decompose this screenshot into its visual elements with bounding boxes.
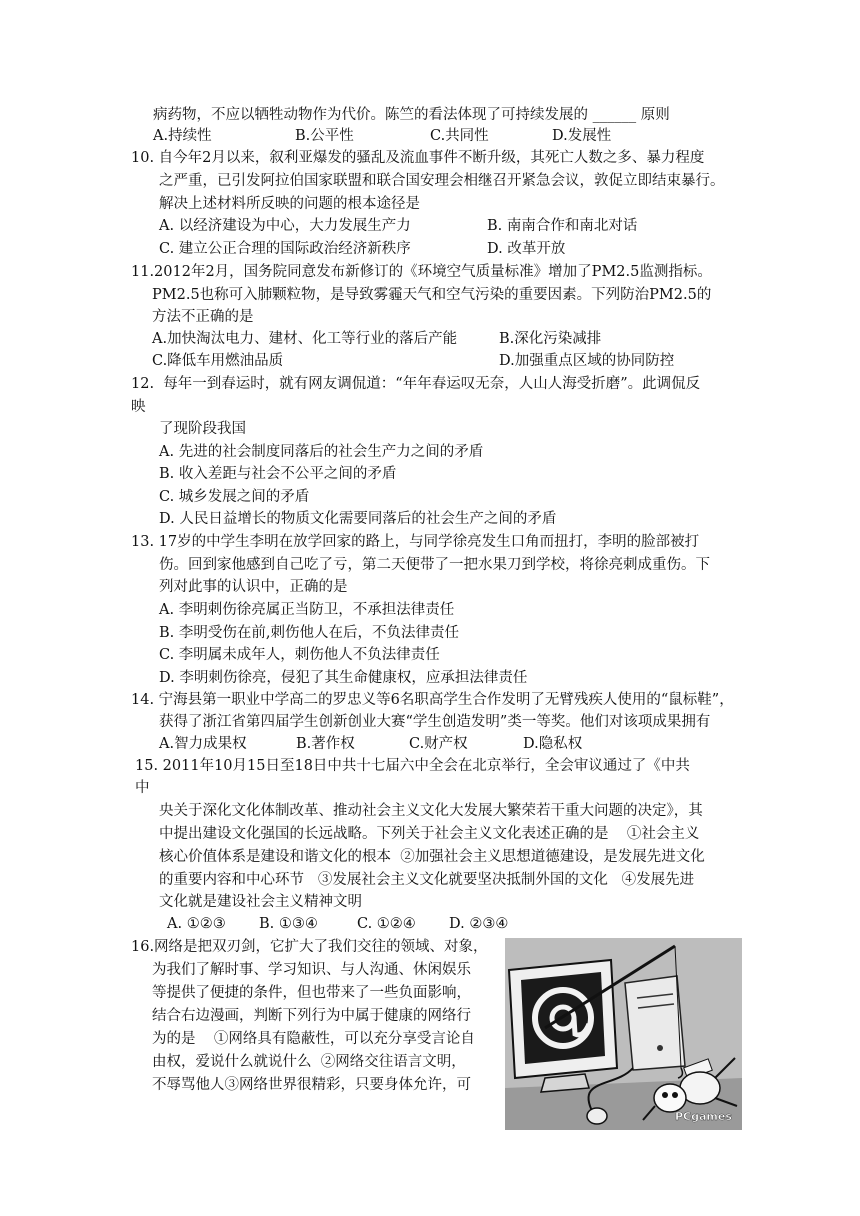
q13-option-c: C. 李明属未成年人，刺伤他人不负法律责任 <box>159 647 440 663</box>
q14-stem-line: 14. 宁海县第一职业中学高二的罗忠义等6名职高学生合作发明了无臂残疾人使用的“鼠标鞋”， <box>131 692 734 708</box>
q14-option-d: D.隐私权 <box>523 736 583 752</box>
q10-stem-line: 之严重，已引发阿拉伯国家联盟和联合国安理会相继召开紧急会议，敦促立即结束暴行。 <box>159 173 725 189</box>
q13-option-b: B. 李明受伤在前,刺伤他人在后，不负法律责任 <box>159 625 459 641</box>
internet-cartoon-image <box>505 938 742 1130</box>
q12-stem-line: 映 <box>131 399 146 415</box>
q10-option-c: C. 建立公正合理的国际政治经济新秩序 <box>159 241 411 257</box>
q16-stem-line: 结合右边漫画，判断下列行为中属于健康的网络行 <box>152 1008 471 1024</box>
q11-option-d: D.加强重点区域的协同防控 <box>499 353 675 369</box>
q13-stem-line: 列对此事的认识中，正确的是 <box>159 579 348 595</box>
q13-stem-line: 伤。回到家他感到自己吃了亏，第二天便带了一把水果刀到学校，将徐亮刺成重伤。下 <box>159 557 710 573</box>
q15-stem-line: 的重要内容和中心环节 ③发展社会主义文化就要坚决抵制外国的文化 ④发展先进 <box>159 872 695 888</box>
q13-stem-line: 13. 17岁的中学生李明在放学回家的路上，与同学徐亮发生口角而扭打，李明的脸部被打 <box>131 534 700 550</box>
q16-stem-line: 为我们了解时事、学习知识、与人沟通、休闲娱乐 <box>152 962 471 978</box>
computer-tower-icon <box>625 976 685 1070</box>
q12-option-d: D. 人民日益增长的物质文化需要同落后的社会生产之间的矛盾 <box>159 511 557 527</box>
q14-option-c: C.财产权 <box>409 736 468 752</box>
q11-stem-line: 11.2012年2月，国务院同意发布新修订的《环境空气质量标准》增加了PM2.5监测指标。 <box>131 264 712 280</box>
q14-option-a: A.智力成果权 <box>159 736 247 752</box>
q11-option-b: B.深化污染减排 <box>499 331 602 347</box>
q15-option-b: B. ①③④ <box>259 916 318 932</box>
q15-option-c: C. ①②④ <box>357 916 416 932</box>
q13-option-d: D. 李明刺伤徐亮，侵犯了其生命健康权，应承担法律责任 <box>159 670 528 686</box>
q15-option-a: A. ①②③ <box>167 916 226 932</box>
cartoon-watermark: PCgames <box>675 1110 732 1123</box>
q15-stem-line: 15. 2011年10月15日至18日中共十七届六中全会在北京举行，全会审议通过了《中共 <box>135 758 690 774</box>
q9-option-d: D.发展性 <box>552 128 612 144</box>
q11-option-c: C.降低车用燃油品质 <box>152 353 284 369</box>
q11-option-a: A.加快淘汰电力、建材、化工等行业的落后产能 <box>152 331 458 347</box>
q12-option-c: C. 城乡发展之间的矛盾 <box>159 489 310 505</box>
q15-stem-line: 央关于深化文化体制改革、推动社会主义文化大发展大繁荣若干重大问题的决定》，其 <box>159 803 703 819</box>
q12-stem-line: 12. 每年一到春运时，就有网友调侃道：“年年春运叹无奈，人山人海受折磨”。此调侃反 <box>131 376 701 392</box>
q15-stem-line: 中提出建设文化强国的长远战略。下列关于社会主义文化表述正确的是 ①社会主义 <box>159 826 700 842</box>
q9-stem-line: 病药物，不应以牺牲动物作为代价。陈竺的看法体现了可持续发展的 ______ 原则 <box>153 107 670 123</box>
q10-stem-line: 10. 自今年2月以来，叙利亚爆发的骚乱及流血事件不断升级，其死亡人数之多、暴力程度 <box>131 150 705 166</box>
q11-stem-line: 方法不正确的是 <box>152 309 254 325</box>
q15-stem-line: 中 <box>135 780 150 796</box>
q11-stem-line: PM2.5也称可入肺颗粒物，是导致雾霾天气和空气污染的重要因素。下列防治PM2.5的 <box>152 287 712 303</box>
q10-stem-line: 解决上述材料所反映的问题的根本途径是 <box>159 196 420 212</box>
q10-option-a: A. 以经济建设为中心，大力发展生产力 <box>159 218 411 234</box>
q16-stem-line: 由权，爱说什么就说什么 ②网络交往语言文明， <box>152 1054 466 1070</box>
q9-option-b: B.公平性 <box>295 128 354 144</box>
q15-stem-line: 文化就是建设社会主义精神文明 <box>159 894 362 910</box>
q16-stem-line: 16.网络是把双刃剑，它扩大了我们交往的领域、对象， <box>131 939 488 955</box>
q9-option-a: A.持续性 <box>153 128 212 144</box>
q12-stem-line: 了现阶段我国 <box>159 421 246 437</box>
q15-option-d: D. ②③④ <box>449 916 509 932</box>
q9-option-c: C.共同性 <box>430 128 489 144</box>
q13-option-a: A. 李明刺伤徐亮属正当防卫，不承担法律责任 <box>159 602 455 618</box>
q14-stem-line: 获得了浙江省第四届学生创新创业大赛“学生创造发明”类一等奖。他们对该项成果拥有 <box>159 714 711 730</box>
q16-stem-line: 等提供了便捷的条件，但也带来了一些负面影响， <box>152 985 471 1001</box>
q16-stem-line: 为的是 ①网络具有隐蔽性，可以充分享受言论自 <box>152 1031 475 1047</box>
q10-option-d: D. 改革开放 <box>487 241 566 257</box>
q16-stem-line: 不辱骂他人③网络世界很精彩，只要身体允许，可 <box>152 1077 471 1093</box>
q12-option-a: A. 先进的社会制度同落后的社会生产力之间的矛盾 <box>159 444 484 460</box>
q12-option-b: B. 收入差距与社会不公平之间的矛盾 <box>159 466 397 482</box>
q15-stem-line: 核心价值体系是建设和谐文化的根本 ②加强社会主义思想道德建设，是发展先进文化 <box>159 849 705 865</box>
q10-option-b: B. 南南合作和南北对话 <box>487 218 638 234</box>
q14-option-b: B.著作权 <box>296 736 355 752</box>
